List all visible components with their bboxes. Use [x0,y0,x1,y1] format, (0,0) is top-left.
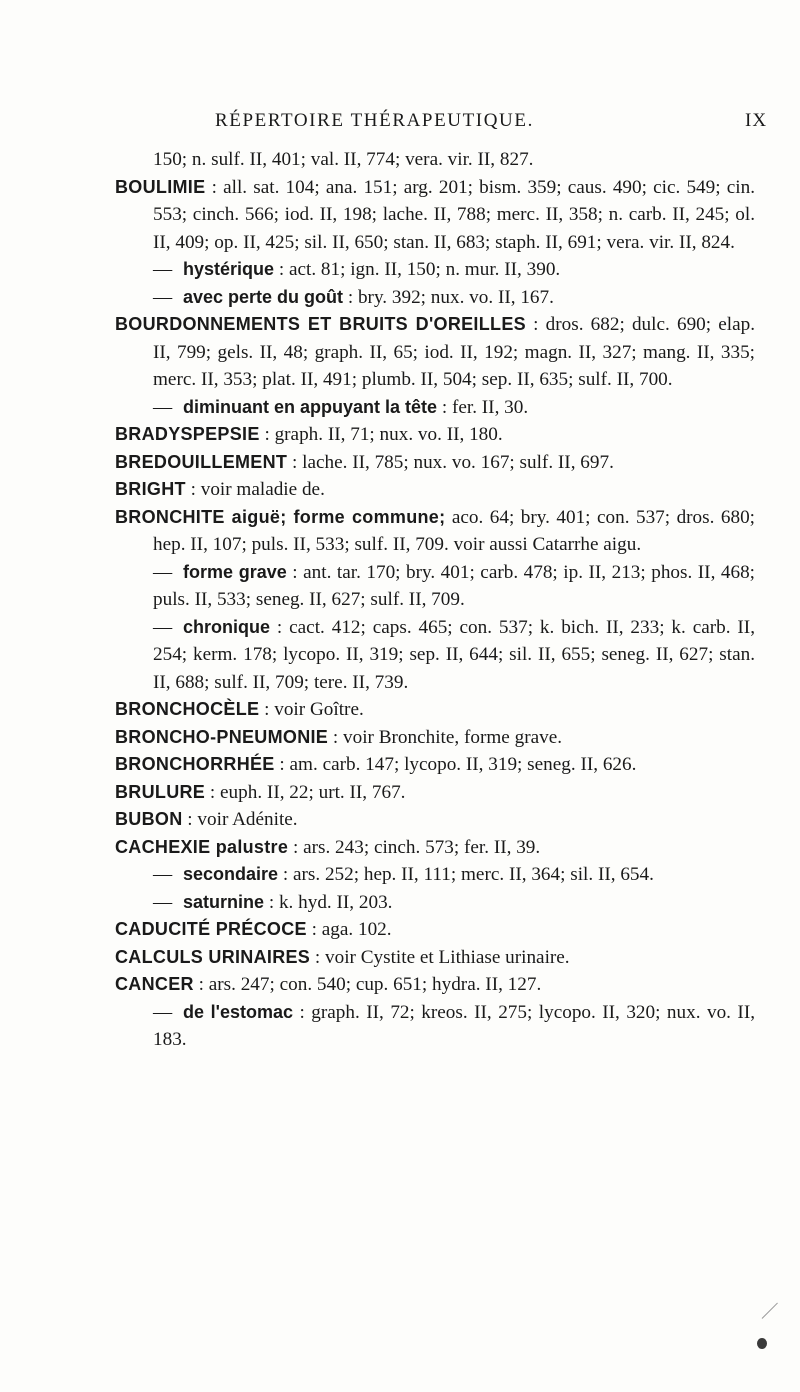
entry-refs: : euph. II, 22; urt. II, 767. [209,781,406,803]
entry-refs: : dros. 682; dulc. 690; elap. II, 799; gels. II, 48; graph. II, 65; iod. II, 192; magn. II, 327; mang. II, 335; merc. II, 353; plat. II, 491; plumb. II, 504; sep. II, 635; sulf. II, 700. [153,314,756,390]
pencil-stroke [762,1303,778,1319]
entry-boulimie [115,174,755,257]
entry-broncho-pneumonie [115,724,755,752]
entry-refs: : voir Adénite. [187,809,298,830]
entry-brulure [115,779,755,807]
entry-refs: : lache. II, 785; nux. vo. 167; sulf. II, 697. [292,451,614,473]
entry-heading: CANCER [115,974,194,994]
entry-cancer [115,971,755,999]
dash-mark: — [153,561,173,583]
entry-heading: CALCULS URINAIRES [115,946,311,967]
entry-caducite [115,916,755,944]
subentry-heading: saturnine [183,891,265,912]
subentry-hysterique [115,256,755,284]
entry-refs: : all. sat. 104; ana. 151; arg. 201; bism. 359; caus. 490; cic. 549; cin. 553; cinch. 566; iod. II, 198; lache. II, 788; merc. II, 358; n. carb. II, 245; ol. II, 409; op. II, 425; sil. II, 650; stan. II, 683; staph. II, 691; vera. vir. II, 824. [153,176,755,253]
dash-mark: — [153,1001,173,1023]
subentry-heading: chronique [183,616,271,637]
entry-refs: : fer. II, 30. [441,396,529,418]
entry-heading: BRIGHT [115,479,186,499]
entry-heading: CADUCITÉ PRÉCOCE [115,919,307,939]
entry-cachexie [115,834,755,862]
subentry-diminuant [115,394,755,422]
entry-refs: : ars. 247; con. 540; cup. 651; hydra. II, 127. [198,974,542,995]
subentry-heading: secondaire [183,864,279,884]
repertory-text [115,146,755,1054]
entry-refs: : aga. 102. [311,919,392,940]
entry-heading: BUBON [115,809,183,829]
subentry-heading: forme grave [183,561,287,582]
entry-refs: : voir maladie de. [190,479,325,500]
running-header [0,110,800,136]
subentry-heading: de l'estomac [183,1001,294,1022]
subentry-saturnine [115,889,755,917]
subentry-secondaire [115,861,755,889]
entry-refs: aco. 64; bry. 401; con. 537; dros. 680; hep. II, 107; puls. II, 533; sulf. II, 709. voir aussi Catarrhe aigu. [153,506,756,555]
subentry-perte-gout [115,284,755,312]
entry-refs: : act. 81; ign. II, 150; n. mur. II, 390. [278,259,561,280]
dash-mark: — [153,396,173,418]
entry-heading: BREDOUILLEMENT [115,451,288,472]
entry-continuation [115,146,755,174]
entry-refs: : graph. II, 72; kreos. II, 275; lycopo. II, 320; nux. vo. II, 183. [153,1001,756,1050]
page-number: IX [745,110,768,131]
entry-refs: : cact. 412; caps. 465; con. 537; k. bich. II, 233; k. carb. II, 254; kerm. 178; lycopo. II, 319; sep. II, 644; sil. II, 655; seneg. II, 627; stan. II, 688; sulf. II, 709; tere. II, 739. [153,616,755,693]
entry-bourdonnements [115,311,755,394]
subentry-forme-grave [115,559,755,614]
entry-refs: : bry. 392; nux. vo. II, 167. [347,286,554,308]
entry-refs: : voir Goître. [264,699,364,720]
dash-mark: — [153,286,173,308]
entry-refs: : k. hyd. II, 203. [268,891,393,913]
subentry-heading: diminuant en appuyant la tête [183,396,438,417]
dash-mark: — [153,891,173,913]
entry-heading: BRULURE [115,781,206,802]
entry-bronchorrhee [115,751,755,779]
entry-heading: BRONCHORRHÉE [115,754,275,774]
entry-heading: BOURDONNEMENTS ET BRUITS D'OREILLES [115,314,526,334]
entry-refs: : ant. tar. 170; bry. 401; carb. 478; ip. II, 213; phos. II, 468; puls. II, 533; seneg. II, 627; sulf. II, 709. [153,561,756,610]
entry-refs: : graph. II, 71; nux. vo. II, 180. [264,424,503,445]
subentry-heading: hystérique [183,259,275,279]
entry-refs: : am. carb. 147; lycopo. II, 319; seneg. II, 626. [279,754,637,775]
subentry-heading: avec perte du goût [183,286,344,307]
entry-heading: CACHEXIE palustre [115,836,289,857]
dash-mark: — [153,259,173,280]
entry-heading: BRONCHITE aiguë; forme commune; [115,506,446,527]
subentry-estomac [115,999,755,1054]
entry-bredouillement [115,449,755,477]
running-title: RÉPERTOIRE THÉRAPEUTIQUE. [215,110,534,131]
entry-refs: : voir Bronchite, forme grave. [332,726,563,748]
entry-bradyspepsie [115,421,755,449]
entry-heading: BRADYSPEPSIE [115,424,260,444]
entry-heading: BRONCHOCÈLE [115,699,260,719]
entry-heading: BRONCHO-PNEUMONIE [115,726,329,747]
entry-refs: : voir Cystite et Lithiase urinaire. [314,946,570,968]
ink-spot [757,1338,767,1349]
dash-mark: — [153,616,173,638]
dash-mark: — [153,864,173,885]
entry-refs: : ars. 252; hep. II, 111; merc. II, 364; sil. II, 654. [282,864,654,885]
entry-refs: 150; n. sulf. II, 401; val. II, 774; vera. vir. II, 827. [153,149,534,170]
entry-bubon [115,806,755,834]
subentry-chronique [115,614,755,697]
entry-bronchocele [115,696,755,724]
entry-heading: BOULIMIE [115,176,206,197]
entry-bright [115,476,755,504]
entry-bronchite [115,504,755,559]
entry-calculs [115,944,755,972]
entry-refs: : ars. 243; cinch. 573; fer. II, 39. [292,836,541,858]
